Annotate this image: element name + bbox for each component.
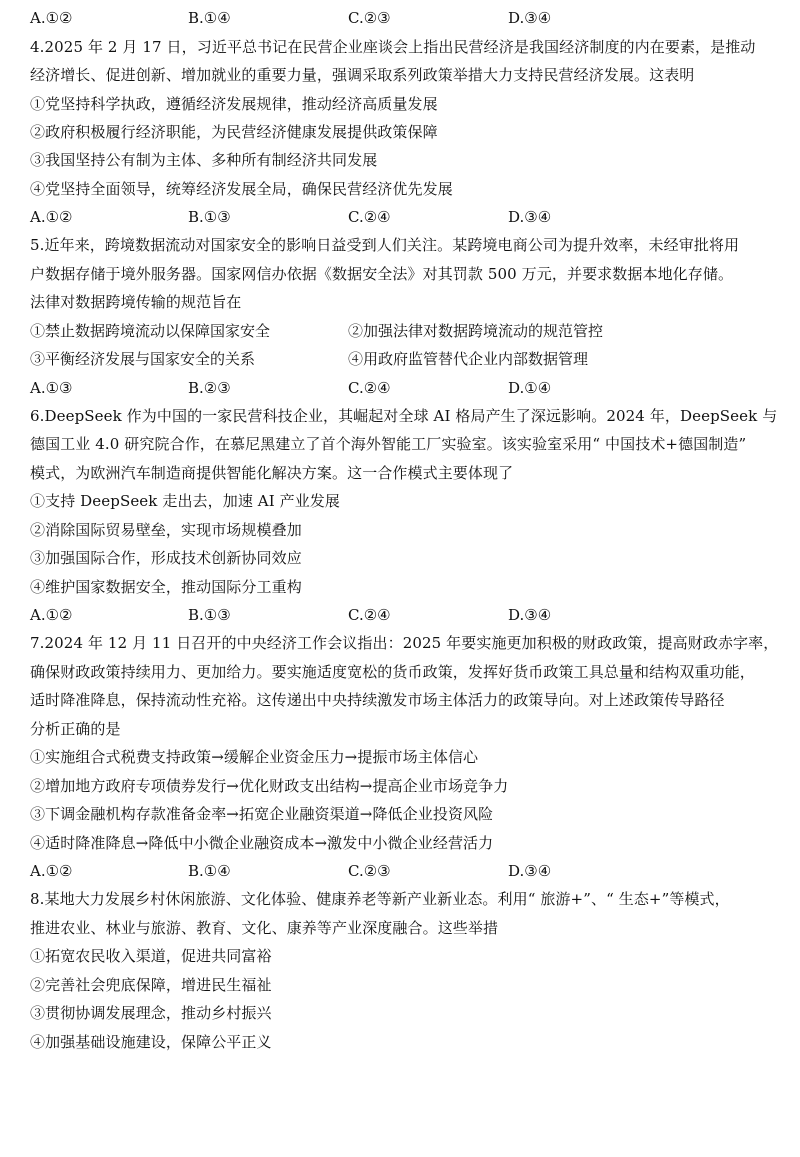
q7-item-2: ②增加地方政府专项债券发行→优化财政支出结构→提高企业市场竞争力 <box>30 777 509 795</box>
q6-option-c: C.②④ <box>348 606 391 624</box>
option-d: D.③④ <box>508 9 552 27</box>
q8-item-4: ④加强基础设施建设，保障公平正义 <box>30 1033 272 1051</box>
q5-item-4: ④用政府监管替代企业内部数据管理 <box>348 350 589 368</box>
q8-item-1: ①拓宽农民收入渠道，促进共同富裕 <box>30 947 272 965</box>
q4-option-c: C.②④ <box>348 208 391 226</box>
q7-stem-line-4: 分析正确的是 <box>30 720 121 738</box>
q6-item-2: ②消除国际贸易壁垒，实现市场规模叠加 <box>30 521 302 539</box>
q4-stem-line-1: 4.2025 年 2 月 17 日，习近平总书记在民营企业座谈会上指出民营经济是我国经济制度的内在要素，是推动 <box>30 38 756 56</box>
q6-option-a: A.①② <box>30 606 73 624</box>
q5-stem-line-2: 户数据存储于境外服务器。国家网信办依据《数据安全法》对其罚款 500 万元，并要求数据本地化存储。 <box>30 265 734 283</box>
q5-option-d: D.①④ <box>508 379 552 397</box>
q5-option-b: B.②③ <box>188 379 231 397</box>
q7-option-d: D.③④ <box>508 862 552 880</box>
q5-stem-line-3: 法律对数据跨境传输的规范旨在 <box>30 293 242 311</box>
q8-item-3: ③贯彻协调发展理念，推动乡村振兴 <box>30 1004 272 1022</box>
q6-item-3: ③加强国际合作，形成技术创新协同效应 <box>30 549 302 567</box>
q7-item-3: ③下调金融机构存款准备金率→拓宽企业融资渠道→降低企业投资风险 <box>30 805 494 823</box>
q7-item-4: ④适时降准降息→降低中小微企业融资成本→激发中小微企业经营活力 <box>30 834 494 852</box>
q5-option-a: A.①③ <box>30 379 73 397</box>
q7-stem-line-2: 确保财政政策持续用力、更加给力。要实施适度宽松的货币政策，发挥好货币政策工具总量和结构双重功能， <box>30 663 755 681</box>
q6-item-4: ④维护国家数据安全，推动国际分工重构 <box>30 578 302 596</box>
q4-option-d: D.③④ <box>508 208 552 226</box>
q5-item-2: ②加强法律对数据跨境流动的规范管控 <box>348 322 604 340</box>
q6-stem-line-1: 6.DeepSeek 作为中国的一家民营科技企业，其崛起对全球 AI 格局产生了深远影响。2024 年，DeepSeek 与 <box>30 407 778 425</box>
q5-option-c: C.②④ <box>348 379 391 397</box>
q4-option-b: B.①③ <box>188 208 231 226</box>
option-a: A.①② <box>30 9 73 27</box>
option-c: C.②③ <box>348 9 391 27</box>
q6-option-b: B.①③ <box>188 606 231 624</box>
q7-option-c: C.②③ <box>348 862 391 880</box>
q5-item-1: ①禁止数据跨境流动以保障国家安全 <box>30 322 271 340</box>
q8-stem-line-1: 8.某地大力发展乡村休闲旅游、文化体验、健康养老等新产业新业态。利用“ 旅游+”、“ 生态+”等模式， <box>30 890 730 908</box>
q6-item-1: ①支持 DeepSeek 走出去，加速 AI 产业发展 <box>30 492 341 510</box>
option-b: B.①④ <box>188 9 231 27</box>
q7-stem-line-3: 适时降准降息，保持流动性充裕。这传递出中央持续激发市场主体活力的政策导向。对上述政策传导路径 <box>30 691 725 709</box>
q7-item-1: ①实施组合式税费支持政策→缓解企业资金压力→提振市场主体信心 <box>30 748 479 766</box>
q5-item-3: ③平衡经济发展与国家安全的关系 <box>30 350 256 368</box>
q7-option-a: A.①② <box>30 862 73 880</box>
q6-stem-line-2: 德国工业 4.0 研究院合作，在慕尼黑建立了首个海外智能工厂实验室。该实验室采用“ 中国技术+德国制造” <box>30 435 747 453</box>
q7-option-b: B.①④ <box>188 862 231 880</box>
q6-option-d: D.③④ <box>508 606 552 624</box>
q4-item-2: ②政府积极履行经济职能，为民营经济健康发展提供政策保障 <box>30 123 438 141</box>
q4-stem-line-2: 经济增长、促进创新、增加就业的重要力量，强调采取系列政策举措大力支持民营经济发展。这表明 <box>30 66 695 84</box>
q8-item-2: ②完善社会兜底保障，增进民生福祉 <box>30 976 272 994</box>
q6-stem-line-3: 模式，为欧洲汽车制造商提供智能化解决方案。这一合作模式主要体现了 <box>30 464 514 482</box>
q4-option-a: A.①② <box>30 208 73 226</box>
q4-item-1: ①党坚持科学执政，遵循经济发展规律，推动经济高质量发展 <box>30 95 438 113</box>
q5-stem-line-1: 5.近年来，跨境数据流动对国家安全的影响日益受到人们关注。某跨境电商公司为提升效率，未经审批将用 <box>30 236 740 254</box>
q8-stem-line-2: 推进农业、林业与旅游、教育、文化、康养等产业深度融合。这些举措 <box>30 919 499 937</box>
q7-stem-line-1: 7.2024 年 12 月 11 日召开的中央经济工作会议指出：2025 年要实施更加积极的财政政策，提高财政赤字率， <box>30 634 779 652</box>
q4-item-3: ③我国坚持公有制为主体、多种所有制经济共同发展 <box>30 151 378 169</box>
q4-item-4: ④党坚持全面领导，统筹经济发展全局，确保民营经济优先发展 <box>30 180 453 198</box>
